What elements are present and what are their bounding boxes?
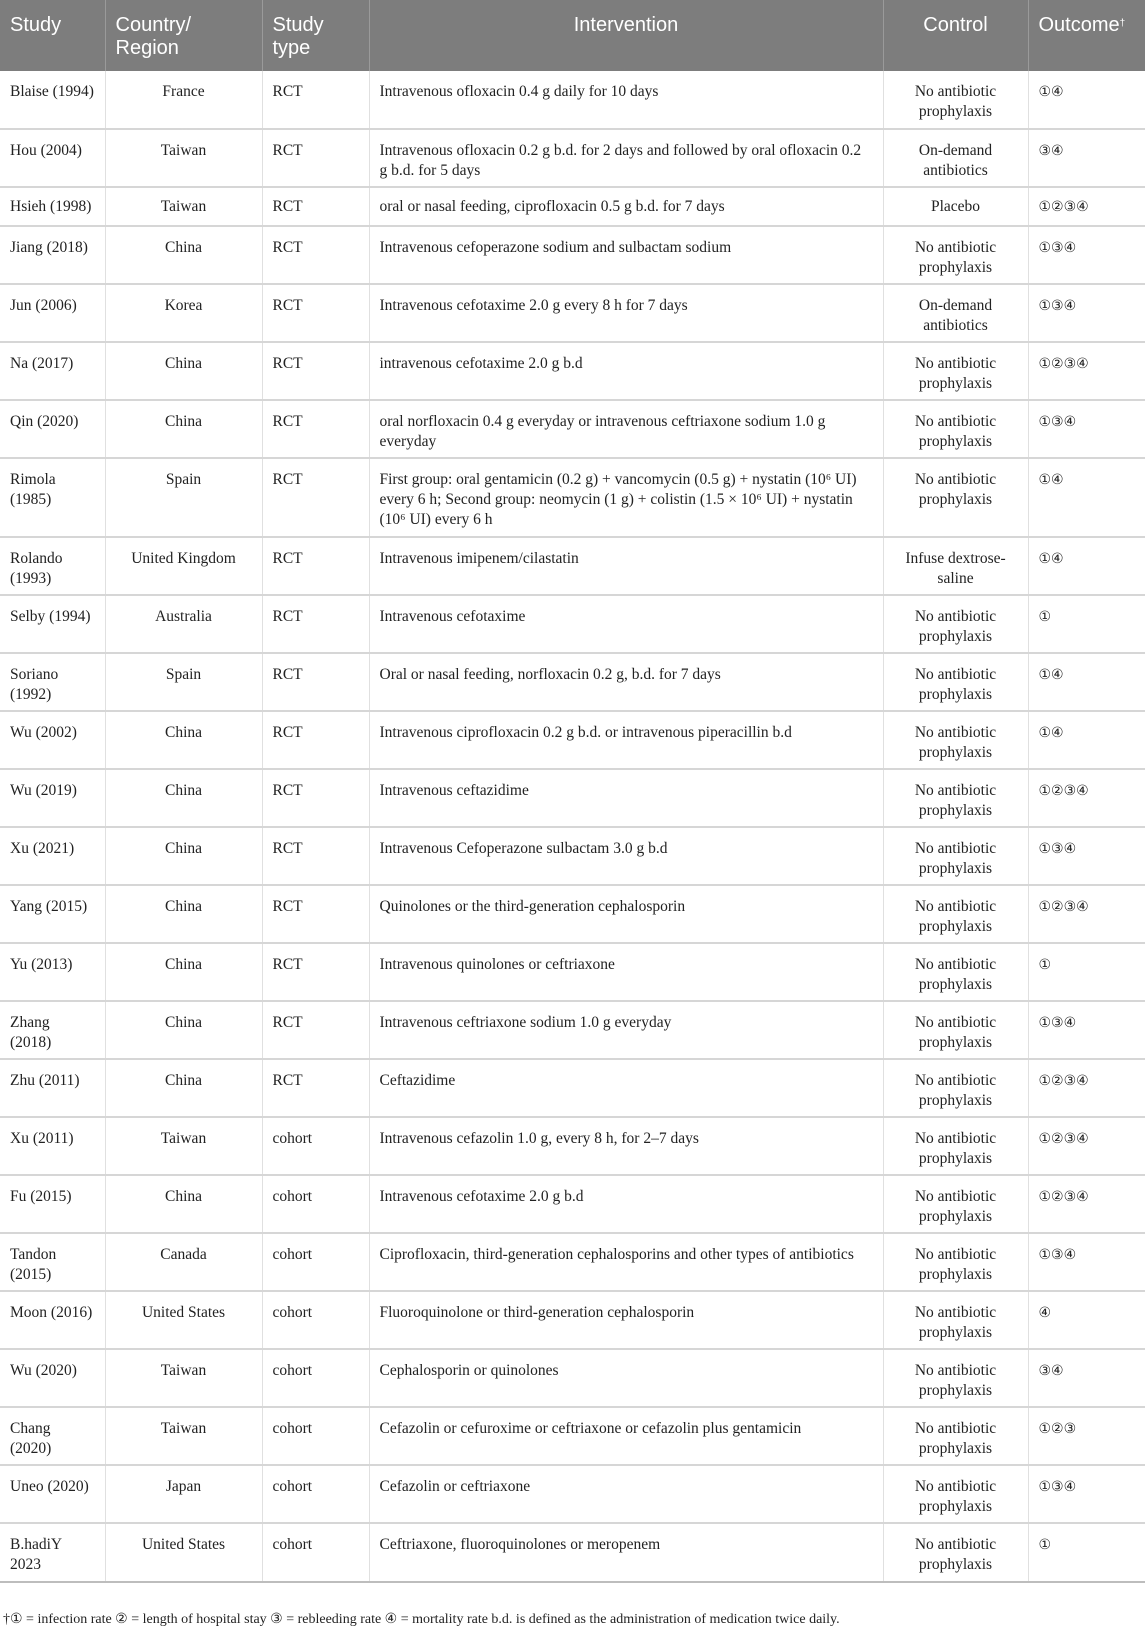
cell-country: China <box>105 400 262 458</box>
table-row <box>0 342 1145 400</box>
cell-intervention: Oral or nasal feeding, norfloxacin 0.2 g, b.d. for 7 days <box>369 653 883 711</box>
cell-control: No antibiotic prophylaxis <box>883 458 1028 537</box>
cell-country: China <box>105 711 262 769</box>
cell-outcome: ①④ <box>1028 711 1145 769</box>
cell-outcome: ①④ <box>1028 71 1145 129</box>
cell-study: Xu (2011) <box>0 1117 105 1175</box>
cell-study: Chang (2020) <box>0 1407 105 1465</box>
cell-intervention: oral or nasal feeding, ciprofloxacin 0.5 g b.d. for 7 days <box>369 187 883 226</box>
cell-study: Rolando (1993) <box>0 537 105 595</box>
cell-intervention: Intravenous ceftriaxone sodium 1.0 g everyday <box>369 1001 883 1059</box>
cell-study: Blaise (1994) <box>0 71 105 129</box>
cell-intervention: Intravenous ceftazidime <box>369 769 883 827</box>
cell-outcome: ①③④ <box>1028 1001 1145 1059</box>
cell-control: No antibiotic prophylaxis <box>883 1001 1028 1059</box>
cell-intervention: Intravenous quinolones or ceftriaxone <box>369 943 883 1001</box>
cell-study-type: cohort <box>262 1117 369 1175</box>
header-control: Control <box>883 0 1028 71</box>
cell-intervention: Ceftriaxone, fluoroquinolones or meropenem <box>369 1523 883 1582</box>
cell-control: No antibiotic prophylaxis <box>883 827 1028 885</box>
cell-control: No antibiotic prophylaxis <box>883 1465 1028 1523</box>
cell-control: No antibiotic prophylaxis <box>883 342 1028 400</box>
cell-intervention: Cefazolin or ceftriaxone <box>369 1465 883 1523</box>
cell-outcome: ①②③④ <box>1028 769 1145 827</box>
cell-study: Fu (2015) <box>0 1175 105 1233</box>
cell-study: Na (2017) <box>0 342 105 400</box>
cell-intervention: oral norfloxacin 0.4 g everyday or intravenous ceftriaxone sodium 1.0 g everyday <box>369 400 883 458</box>
table-row <box>0 458 1145 537</box>
table-row <box>0 226 1145 284</box>
cell-country: Taiwan <box>105 1117 262 1175</box>
cell-outcome: ①③④ <box>1028 1233 1145 1291</box>
cell-control: On-demand antibiotics <box>883 284 1028 342</box>
table-row <box>0 1175 1145 1233</box>
header-intervention: Intervention <box>369 0 883 71</box>
cell-control: No antibiotic prophylaxis <box>883 1349 1028 1407</box>
cell-country: Taiwan <box>105 187 262 226</box>
cell-intervention: Intravenous cefotaxime <box>369 595 883 653</box>
cell-control: No antibiotic prophylaxis <box>883 595 1028 653</box>
cell-study-type: RCT <box>262 342 369 400</box>
table-row <box>0 885 1145 943</box>
cell-intervention: Intravenous imipenem/cilastatin <box>369 537 883 595</box>
cell-country: China <box>105 342 262 400</box>
header-outcome: Outcome† <box>1028 0 1145 71</box>
cell-country: China <box>105 769 262 827</box>
cell-outcome: ①③④ <box>1028 1465 1145 1523</box>
header-study-type: Study type <box>262 0 369 71</box>
cell-study-type: RCT <box>262 769 369 827</box>
cell-outcome: ①②③④ <box>1028 885 1145 943</box>
cell-control: No antibiotic prophylaxis <box>883 711 1028 769</box>
cell-intervention: Intravenous ofloxacin 0.2 g b.d. for 2 days and followed by oral ofloxacin 0.2 g b.d. for 5 days <box>369 129 883 187</box>
cell-outcome: ① <box>1028 595 1145 653</box>
cell-study-type: RCT <box>262 885 369 943</box>
cell-intervention: Cefazolin or cefuroxime or ceftriaxone or cefazolin plus gentamicin <box>369 1407 883 1465</box>
cell-control: No antibiotic prophylaxis <box>883 71 1028 129</box>
cell-study: Zhu (2011) <box>0 1059 105 1117</box>
cell-control: Infuse dextrose-saline <box>883 537 1028 595</box>
cell-outcome: ① <box>1028 943 1145 1001</box>
table-row <box>0 1001 1145 1059</box>
cell-outcome: ①②③④ <box>1028 1117 1145 1175</box>
cell-intervention: First group: oral gentamicin (0.2 g) + vancomycin (0.5 g) + nystatin (10⁶ UI) every 6 h; Second group: neomycin (1 g) + colistin (1.5 × 10⁶ UI) + nystatin (10⁶ UI) every 6 h <box>369 458 883 537</box>
cell-study-type: cohort <box>262 1291 369 1349</box>
cell-intervention: Intravenous ciprofloxacin 0.2 g b.d. or intravenous piperacillin b.d <box>369 711 883 769</box>
table-row <box>0 1523 1145 1582</box>
cell-outcome: ①③④ <box>1028 827 1145 885</box>
cell-outcome: ①②③ <box>1028 1407 1145 1465</box>
cell-study-type: RCT <box>262 827 369 885</box>
cell-study-type: cohort <box>262 1349 369 1407</box>
cell-country: China <box>105 943 262 1001</box>
cell-country: Australia <box>105 595 262 653</box>
cell-study: Yang (2015) <box>0 885 105 943</box>
table-row <box>0 595 1145 653</box>
cell-intervention: Intravenous Cefoperazone sulbactam 3.0 g b.d <box>369 827 883 885</box>
table-row <box>0 1059 1145 1117</box>
table-row <box>0 129 1145 187</box>
cell-study: Wu (2020) <box>0 1349 105 1407</box>
cell-study-type: cohort <box>262 1233 369 1291</box>
cell-control: No antibiotic prophylaxis <box>883 769 1028 827</box>
cell-study: Soriano (1992) <box>0 653 105 711</box>
cell-control: No antibiotic prophylaxis <box>883 1059 1028 1117</box>
table-row <box>0 1407 1145 1465</box>
cell-intervention: Fluoroquinolone or third-generation cephalosporin <box>369 1291 883 1349</box>
cell-study-type: RCT <box>262 1001 369 1059</box>
cell-country: Taiwan <box>105 129 262 187</box>
cell-study: Tandon (2015) <box>0 1233 105 1291</box>
cell-control: No antibiotic prophylaxis <box>883 885 1028 943</box>
table-row <box>0 769 1145 827</box>
cell-country: Spain <box>105 653 262 711</box>
cell-study: Wu (2002) <box>0 711 105 769</box>
header-study: Study <box>0 0 105 71</box>
cell-control: On-demand antibiotics <box>883 129 1028 187</box>
cell-outcome: ① <box>1028 1523 1145 1582</box>
cell-intervention: Cephalosporin or quinolones <box>369 1349 883 1407</box>
table-header <box>0 0 1145 71</box>
cell-control: Placebo <box>883 187 1028 226</box>
cell-outcome: ④ <box>1028 1291 1145 1349</box>
cell-study: Xu (2021) <box>0 827 105 885</box>
cell-study-type: RCT <box>262 458 369 537</box>
cell-study-type: cohort <box>262 1175 369 1233</box>
cell-control: No antibiotic prophylaxis <box>883 943 1028 1001</box>
cell-study-type: RCT <box>262 943 369 1001</box>
table-footnote: †① = infection rate ② = length of hospital stay ③ = rebleeding rate ④ = mortality rate b.d. is defined as the administration of medication twice daily. <box>3 1612 840 1627</box>
cell-intervention: Intravenous ofloxacin 0.4 g daily for 10 days <box>369 71 883 129</box>
cell-intervention: intravenous cefotaxime 2.0 g b.d <box>369 342 883 400</box>
cell-control: No antibiotic prophylaxis <box>883 400 1028 458</box>
cell-study-type: cohort <box>262 1465 369 1523</box>
cell-country: China <box>105 226 262 284</box>
table-row <box>0 1465 1145 1523</box>
table-row <box>0 1117 1145 1175</box>
cell-intervention: Intravenous cefoperazone sodium and sulbactam sodium <box>369 226 883 284</box>
cell-study: Wu (2019) <box>0 769 105 827</box>
cell-study-type: RCT <box>262 71 369 129</box>
table-body <box>0 71 1145 1582</box>
cell-country: Spain <box>105 458 262 537</box>
table-row <box>0 653 1145 711</box>
cell-study-type: cohort <box>262 1523 369 1582</box>
table-row <box>0 711 1145 769</box>
cell-study-type: RCT <box>262 187 369 226</box>
cell-outcome: ①②③④ <box>1028 1059 1145 1117</box>
cell-outcome: ①②③④ <box>1028 187 1145 226</box>
cell-country: United States <box>105 1291 262 1349</box>
cell-country: Taiwan <box>105 1407 262 1465</box>
cell-outcome: ①④ <box>1028 458 1145 537</box>
cell-control: No antibiotic prophylaxis <box>883 653 1028 711</box>
cell-outcome: ①③④ <box>1028 284 1145 342</box>
table-row <box>0 943 1145 1001</box>
cell-control: No antibiotic prophylaxis <box>883 1523 1028 1582</box>
cell-study: Jun (2006) <box>0 284 105 342</box>
cell-outcome: ①②③④ <box>1028 342 1145 400</box>
cell-country: Taiwan <box>105 1349 262 1407</box>
cell-study: Yu (2013) <box>0 943 105 1001</box>
cell-control: No antibiotic prophylaxis <box>883 1117 1028 1175</box>
table-row <box>0 1349 1145 1407</box>
header-row <box>0 0 1145 71</box>
table-row <box>0 400 1145 458</box>
cell-study: Uneo (2020) <box>0 1465 105 1523</box>
cell-control: No antibiotic prophylaxis <box>883 226 1028 284</box>
cell-country: China <box>105 885 262 943</box>
cell-country: United Kingdom <box>105 537 262 595</box>
cell-study: Hsieh (1998) <box>0 187 105 226</box>
cell-study: Hou (2004) <box>0 129 105 187</box>
table-row <box>0 284 1145 342</box>
cell-outcome: ①②③④ <box>1028 1175 1145 1233</box>
table-row <box>0 1233 1145 1291</box>
cell-country: United States <box>105 1523 262 1582</box>
cell-study-type: RCT <box>262 711 369 769</box>
cell-study-type: RCT <box>262 226 369 284</box>
cell-study: B.hadiY 2023 <box>0 1523 105 1582</box>
cell-study: Moon (2016) <box>0 1291 105 1349</box>
header-country: Country/ Region <box>105 0 262 71</box>
cell-study: Selby (1994) <box>0 595 105 653</box>
table-row <box>0 827 1145 885</box>
cell-study-type: RCT <box>262 537 369 595</box>
cell-outcome: ①③④ <box>1028 226 1145 284</box>
cell-intervention: Ceftazidime <box>369 1059 883 1117</box>
cell-study-type: RCT <box>262 400 369 458</box>
cell-intervention: Intravenous cefotaxime 2.0 g every 8 h for 7 days <box>369 284 883 342</box>
cell-country: China <box>105 1059 262 1117</box>
cell-country: Canada <box>105 1233 262 1291</box>
cell-study-type: RCT <box>262 595 369 653</box>
cell-country: China <box>105 827 262 885</box>
table-row <box>0 187 1145 226</box>
cell-intervention: Intravenous cefotaxime 2.0 g b.d <box>369 1175 883 1233</box>
cell-country: France <box>105 71 262 129</box>
cell-outcome: ①③④ <box>1028 400 1145 458</box>
table-row <box>0 537 1145 595</box>
cell-intervention: Intravenous cefazolin 1.0 g, every 8 h, for 2–7 days <box>369 1117 883 1175</box>
cell-control: No antibiotic prophylaxis <box>883 1407 1028 1465</box>
cell-outcome: ①④ <box>1028 537 1145 595</box>
cell-outcome: ③④ <box>1028 129 1145 187</box>
table-row <box>0 71 1145 129</box>
cell-control: No antibiotic prophylaxis <box>883 1233 1028 1291</box>
cell-control: No antibiotic prophylaxis <box>883 1291 1028 1349</box>
cell-country: Japan <box>105 1465 262 1523</box>
table-row <box>0 1291 1145 1349</box>
cell-study-type: RCT <box>262 1059 369 1117</box>
cell-country: Korea <box>105 284 262 342</box>
cell-outcome: ③④ <box>1028 1349 1145 1407</box>
cell-study-type: RCT <box>262 653 369 711</box>
cell-study: Jiang (2018) <box>0 226 105 284</box>
cell-outcome: ①④ <box>1028 653 1145 711</box>
cell-country: China <box>105 1175 262 1233</box>
cell-country: China <box>105 1001 262 1059</box>
cell-intervention: Ciprofloxacin, third-generation cephalosporins and other types of antibiotics <box>369 1233 883 1291</box>
cell-study-type: RCT <box>262 284 369 342</box>
cell-study: Rimola (1985) <box>0 458 105 537</box>
cell-control: No antibiotic prophylaxis <box>883 1175 1028 1233</box>
cell-study: Zhang (2018) <box>0 1001 105 1059</box>
dagger-mark: † <box>1119 18 1126 29</box>
cell-study: Qin (2020) <box>0 400 105 458</box>
cell-intervention: Quinolones or the third-generation cephalosporin <box>369 885 883 943</box>
cell-study-type: RCT <box>262 129 369 187</box>
cell-study-type: cohort <box>262 1407 369 1465</box>
